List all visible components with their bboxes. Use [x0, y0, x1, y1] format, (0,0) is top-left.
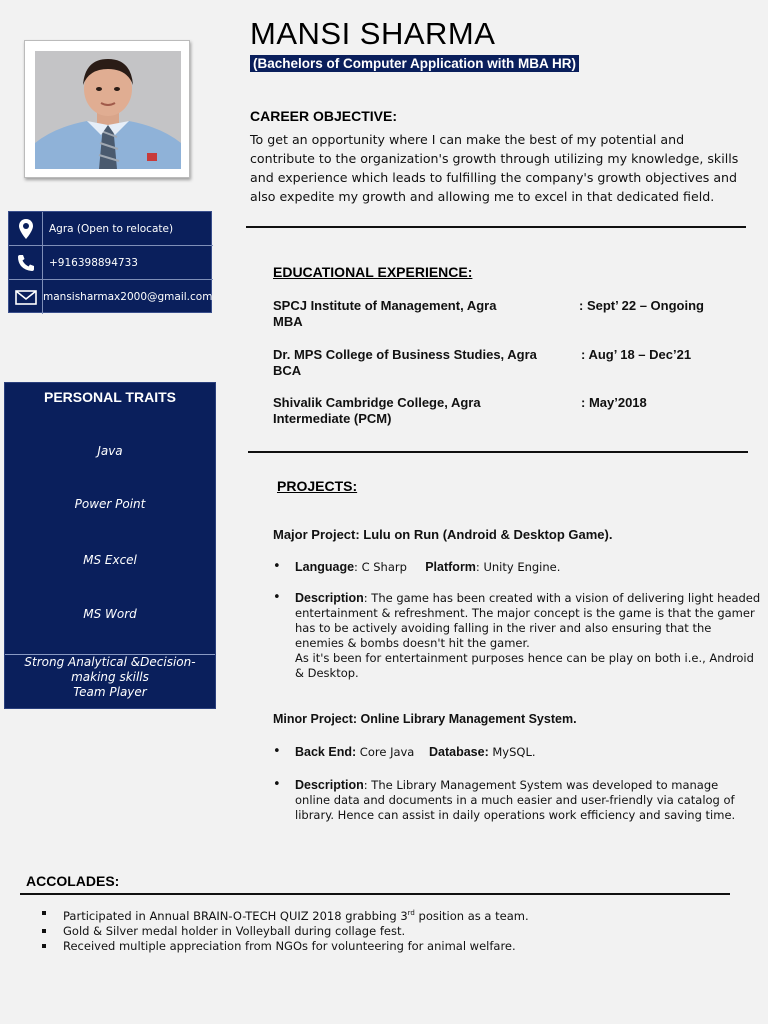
education-degree: MBA [273, 314, 303, 329]
backend-label: Back End: [295, 745, 357, 759]
description-text: : The Library Management System was developed to manage online data and documents in a much easier and user-friendly via catalog of library. Hence can assist in daily operations work efficiency and saving time. [295, 778, 736, 822]
backend-value: Core Java [356, 745, 415, 759]
description-label: Description [295, 778, 364, 792]
section-divider [248, 451, 748, 453]
bullet-icon: • [273, 777, 281, 792]
education-institution: Shivalik Cambridge College, Agra [273, 395, 481, 410]
profile-photo [35, 51, 181, 169]
education-entry [273, 298, 563, 330]
candidate-name: MANSI SHARMA [250, 16, 496, 51]
trait-item: MS Word [83, 607, 137, 621]
education-entry [273, 395, 563, 427]
degree-subtitle: (Bachelors of Computer Application with MBA HR) [250, 55, 579, 72]
education-date: : Sept’ 22 – Ongoing [579, 298, 704, 313]
contact-email[interactable]: mansisharmax2000@gmail.com [43, 291, 213, 303]
career-objective-heading: CAREER OBJECTIVE: [250, 108, 398, 124]
career-objective-text: To get an opportunity where I can make the best of my potential and contribute to the organization's growth through utilizing my knowledge, skills and experience which leads to fulfilling the company's growth objectives and also expedite my growth and allowing me to excel in that dedicated field. [250, 132, 739, 204]
contact-box [8, 211, 212, 313]
section-divider [246, 226, 746, 228]
accolades-list [40, 906, 529, 954]
trait-item-analytical [5, 655, 215, 700]
accolade-text: position as a team. [414, 908, 529, 923]
contact-location-row [9, 212, 213, 246]
education-date: : May’2018 [581, 395, 647, 410]
contact-phone[interactable]: +916398894733 [49, 256, 138, 269]
bullet-icon: • [273, 590, 281, 605]
platform-value: : Unity Engine. [475, 560, 561, 574]
accolade-text: Participated in Annual BRAIN-O-TECH QUIZ 2018 grabbing 3 [63, 908, 408, 923]
personal-traits-box [4, 382, 216, 709]
contact-email-row [9, 280, 213, 314]
accolade-item: Gold & Silver medal holder in Volleyball during collage fest. [40, 924, 529, 939]
description-label: Description [295, 591, 364, 605]
education-date: : Aug’ 18 – Dec’21 [581, 347, 692, 362]
contact-phone-row [9, 246, 213, 280]
trait-line: Strong Analytical &Decision- [24, 655, 196, 669]
major-language-platform [295, 560, 560, 575]
trait-item: MS Excel [83, 553, 137, 567]
minor-project-title: Minor Project: Online Library Management System. [273, 712, 577, 726]
trait-line: making skills [71, 670, 149, 684]
minor-backend-database [295, 745, 536, 760]
accolade-item: Received multiple appreciation from NGOs for volunteering for animal welfare. [40, 939, 529, 954]
projects-heading: PROJECTS: [277, 478, 358, 494]
major-description [295, 591, 763, 681]
description-text-continued: As it's been for entertainment purposes hence can be play on both i.e., Android & Desktop. [295, 651, 754, 680]
description-text: : The game has been created with a vision of delivering light headed entertainment & refreshment. The major concept is the game is that the gamer has to be actively avoiding falling in the river and also ensuring that the enemies & bombs doesn't hit the gamer. [295, 591, 761, 650]
education-degree: BCA [273, 363, 302, 378]
education-entry [273, 347, 563, 379]
trait-line: Team Player [73, 685, 147, 699]
accolade-item [40, 906, 529, 924]
education-heading: EDUCATIONAL EXPERIENCE: [273, 264, 473, 280]
bullet-icon: • [273, 744, 281, 759]
trait-item: Power Point [74, 497, 146, 511]
envelope-icon [9, 280, 43, 314]
accolades-heading: ACCOLADES: [26, 873, 120, 889]
contact-location: Agra (Open to relocate) [49, 222, 174, 235]
bullet-icon: • [273, 559, 281, 574]
language-label: Language [295, 560, 355, 574]
accolade-superscript: rd [407, 909, 415, 917]
education-institution: Dr. MPS College of Business Studies, Agra [273, 347, 537, 362]
personal-traits-heading: PERSONAL TRAITS [44, 389, 176, 405]
platform-label: Platform [425, 560, 476, 574]
education-degree: Intermediate (PCM) [273, 411, 392, 426]
minor-description [295, 778, 750, 823]
location-pin-icon [9, 212, 43, 245]
section-divider [20, 893, 730, 895]
language-value: : C Sharp [354, 560, 407, 574]
phone-icon [9, 246, 43, 279]
database-label: Database: [428, 745, 489, 759]
major-project-title: Major Project: Lulu on Run (Android & Desktop Game). [273, 527, 613, 542]
database-value: MySQL. [488, 745, 536, 759]
profile-photo-frame [24, 40, 190, 178]
trait-item: Java [97, 444, 123, 458]
education-institution: SPCJ Institute of Management, Agra [273, 298, 497, 313]
